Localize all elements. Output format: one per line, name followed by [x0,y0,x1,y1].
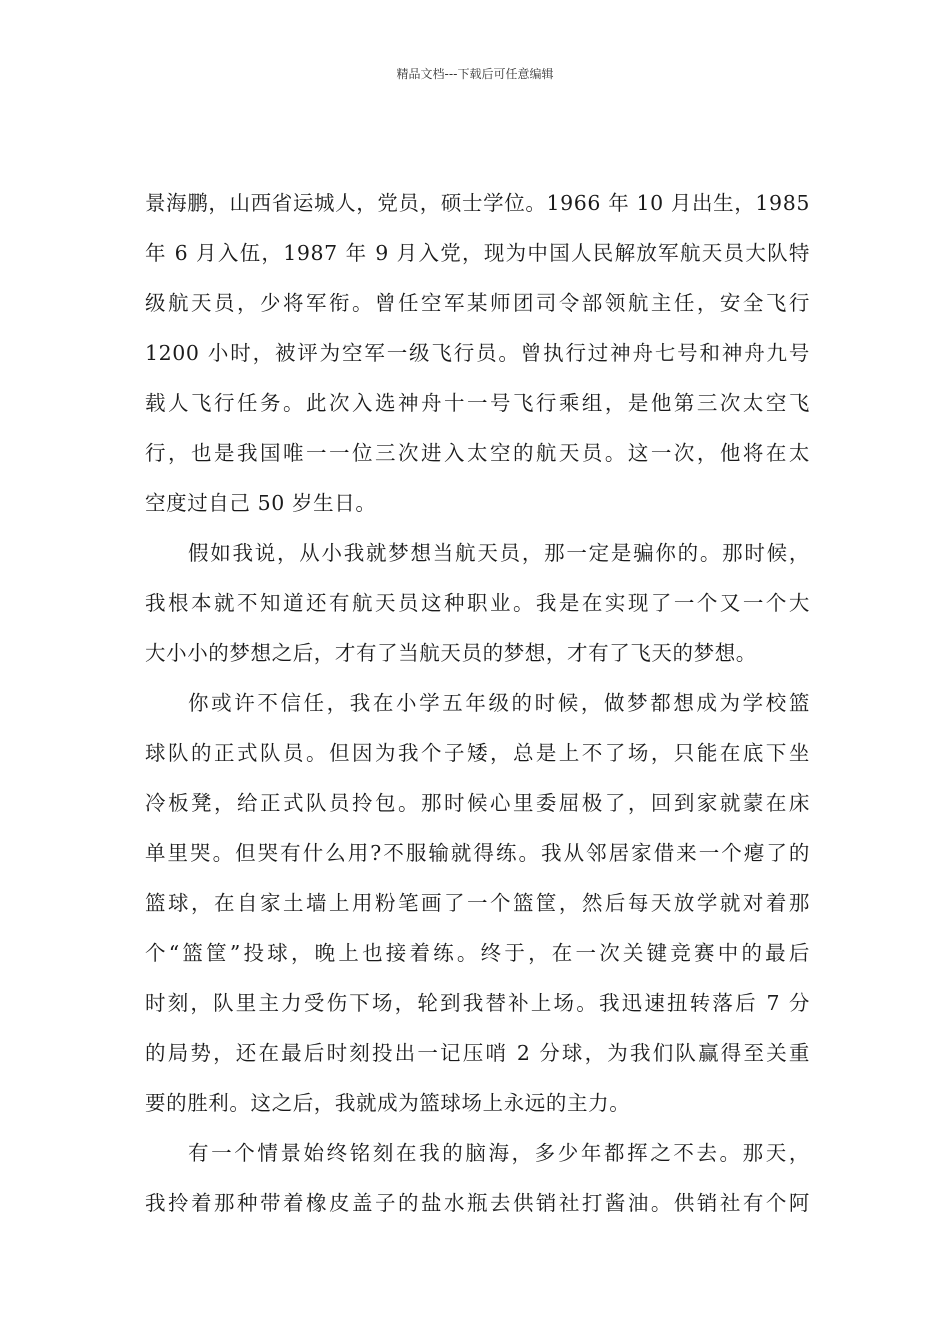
text-line: 空度过自己 50 岁生日。 [145,491,377,515]
text-line: 1200 小时，被评为空军一级飞行员。曾执行过神舟七号和神舟九号 [145,341,810,365]
text-line: 个“篮筐”投球，晚上也接着练。终于，在一次关键竞赛中的最后 [145,941,810,965]
paragraph [145,678,810,1128]
text-line: 景海鹏，山西省运城人，党员，硕士学位。1966 年 10 月出生，1985 [145,191,810,215]
text-line: 单里哭。但哭有什么用?不服输就得练。我从邻居家借来一个瘪了的 [145,841,810,865]
text-line: 时刻，队里主力受伤下场，轮到我替补上场。我迅速扭转落后 7 分 [145,991,810,1015]
text-line: 篮球，在自家土墙上用粉笔画了一个篮筐，然后每天放学就对着那 [145,891,810,915]
text-line: 我根本就不知道还有航天员这种职业。我是在实现了一个又一个大 [145,591,810,615]
text-line: 要的胜利。这之后，我就成为篮球场上永远的主力。 [145,1091,631,1115]
text-line: 假如我说，从小我就梦想当航天员，那一定是骗你的。那时候， [188,541,810,565]
text-line: 载人飞行任务。此次入选神舟十一号飞行乘组，是他第三次太空飞 [145,391,810,415]
text-line: 我拎着那种带着橡皮盖子的盐水瓶去供销社打酱油。供销社有个阿 [145,1191,810,1215]
text-line: 级航天员，少将军衔。曾任空军某师团司令部领航主任，安全飞行 [145,291,810,315]
text-line: 冷板凳，给正式队员拎包。那时候心里委屈极了，回到家就蒙在床 [145,791,810,815]
paragraph [145,528,810,678]
paragraph [145,1128,810,1228]
text-line: 有一个情景始终铭刻在我的脑海，多少年都挥之不去。那天， [188,1141,810,1165]
text-line: 行，也是我国唯一一位三次进入太空的航天员。这一次，他将在太 [145,441,810,465]
text-line: 大小小的梦想之后，才有了当航天员的梦想，才有了飞天的梦想。 [145,641,757,665]
text-line: 你或许不信任，我在小学五年级的时候，做梦都想成为学校篮 [188,691,810,715]
text-line: 的局势，还在最后时刻投出一记压哨 2 分球，为我们队赢得至关重 [145,1041,810,1065]
page-header: 精品文档---下载后可任意编辑 [396,67,554,81]
paragraph [145,178,810,528]
text-line: 年 6 月入伍，1987 年 9 月入党，现为中国人民解放军航天员大队特 [145,241,810,265]
text-line: 球队的正式队员。但因为我个子矮，总是上不了场，只能在底下坐 [145,741,810,765]
document-body [145,178,810,1228]
